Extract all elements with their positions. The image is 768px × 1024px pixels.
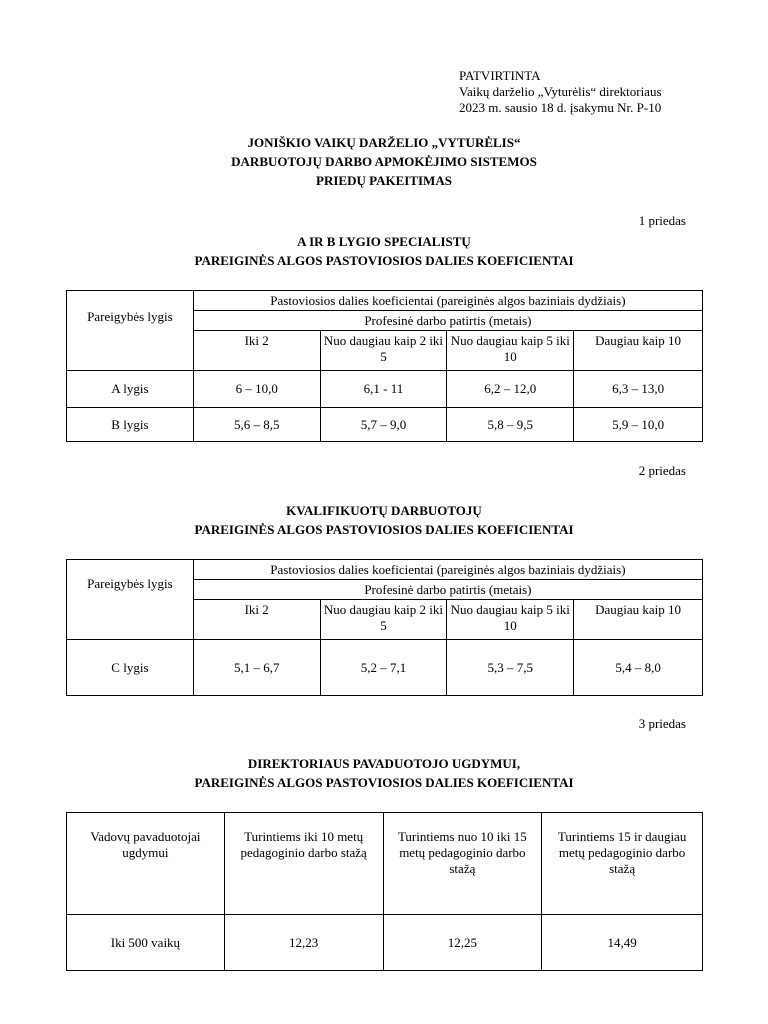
header-col: Nuo daugiau kaip 2 iki 5 — [320, 600, 447, 640]
table-cell: 6,1 - 11 — [320, 371, 447, 408]
table-cell: 5,1 – 6,7 — [193, 640, 320, 696]
header-col: Nuo daugiau kaip 5 iki 10 — [447, 600, 574, 640]
annex-title-line: PAREIGINĖS ALGOS PASTOVIOSIOS DALIES KOEFICIENTAI — [194, 522, 574, 537]
header-position-level: Pareigybės lygis — [67, 291, 194, 371]
header-coefficients: Pastoviosios dalies koeficientai (pareiginės algos baziniais dydžiais) — [193, 560, 702, 580]
coefficient-table-c — [66, 559, 703, 696]
annex-title-line: DIREKTORIAUS PAVADUOTOJO UGDYMUI, — [247, 756, 521, 771]
annex-title-line: PAREIGINĖS ALGOS PASTOVIOSIOS DALIES KOEFICIENTAI — [194, 775, 574, 790]
header-col: Daugiau kaip 10 — [574, 331, 703, 371]
table-row — [67, 371, 703, 408]
approval-line: Vaikų darželio „Vyturėlis“ direktoriaus — [459, 84, 662, 99]
table-cell: 12,25 — [383, 915, 542, 971]
row-label: B lygis — [67, 408, 194, 442]
annex-title — [0, 232, 768, 270]
annex-title — [0, 501, 768, 539]
table-cell: 5,4 – 8,0 — [574, 640, 703, 696]
row-label: Iki 500 vaikų — [67, 915, 225, 971]
header-col: Turintiems nuo 10 iki 15 metų pedagoginio darbo stažą — [383, 813, 542, 915]
annex-title — [0, 754, 768, 792]
row-label: A lygis — [67, 371, 194, 408]
table-cell: 5,8 – 9,5 — [447, 408, 574, 442]
table-cell: 12,23 — [224, 915, 383, 971]
table-cell: 6,2 – 12,0 — [447, 371, 574, 408]
header-col: Turintiems 15 ir daugiau metų pedagoginio darbo stažą — [542, 813, 703, 915]
header-deputy: Vadovų pavaduotojai ugdymui — [67, 813, 225, 915]
coefficient-table-ab — [66, 290, 703, 442]
main-title-line: JONIŠKIO VAIKŲ DARŽELIO „VYTURĖLIS“ — [247, 135, 521, 150]
table-cell: 5,7 – 9,0 — [320, 408, 447, 442]
annex-title-line: PAREIGINĖS ALGOS PASTOVIOSIOS DALIES KOEFICIENTAI — [194, 253, 574, 268]
table-cell: 6,3 – 13,0 — [574, 371, 703, 408]
header-col: Nuo daugiau kaip 2 iki 5 — [320, 331, 447, 371]
approval-line: 2023 m. sausio 18 d. įsakymu Nr. P-10 — [459, 100, 662, 115]
table-row — [67, 640, 703, 696]
annex-title-line: KVALIFIKUOTŲ DARBUOTOJŲ — [286, 503, 482, 518]
header-col: Nuo daugiau kaip 5 iki 10 — [447, 331, 574, 371]
table-cell: 14,49 — [542, 915, 703, 971]
table-row — [67, 915, 703, 971]
header-col: Iki 2 — [193, 331, 320, 371]
annex-title-line: A IR B LYGIO SPECIALISTŲ — [297, 234, 471, 249]
header-col: Iki 2 — [193, 600, 320, 640]
header-col: Daugiau kaip 10 — [574, 600, 703, 640]
table-cell: 5,2 – 7,1 — [320, 640, 447, 696]
deputy-coefficient-table — [66, 812, 703, 971]
table-row — [67, 408, 703, 442]
header-position-level: Pareigybės lygis — [67, 560, 194, 640]
header-experience: Profesinė darbo patirtis (metais) — [193, 580, 702, 600]
row-label: C lygis — [67, 640, 194, 696]
annex-label: 2 priedas — [638, 463, 686, 478]
table-cell: 6 – 10,0 — [193, 371, 320, 408]
header-experience: Profesinė darbo patirtis (metais) — [193, 311, 702, 331]
approval-block — [459, 68, 662, 116]
header-col: Turintiems iki 10 metų pedagoginio darbo stažą — [224, 813, 383, 915]
annex-label: 1 priedas — [638, 213, 686, 228]
table-cell: 5,9 – 10,0 — [574, 408, 703, 442]
main-title-line: PRIEDŲ PAKEITIMAS — [316, 173, 452, 188]
approval-line: PATVIRTINTA — [459, 68, 541, 83]
main-title-line: DARBUOTOJŲ DARBO APMOKĖJIMO SISTEMOS — [231, 154, 537, 169]
annex-label: 3 priedas — [638, 716, 686, 731]
header-coefficients: Pastoviosios dalies koeficientai (pareiginės algos baziniais dydžiais) — [193, 291, 702, 311]
table-cell: 5,3 – 7,5 — [447, 640, 574, 696]
main-title — [0, 133, 768, 190]
table-cell: 5,6 – 8,5 — [193, 408, 320, 442]
